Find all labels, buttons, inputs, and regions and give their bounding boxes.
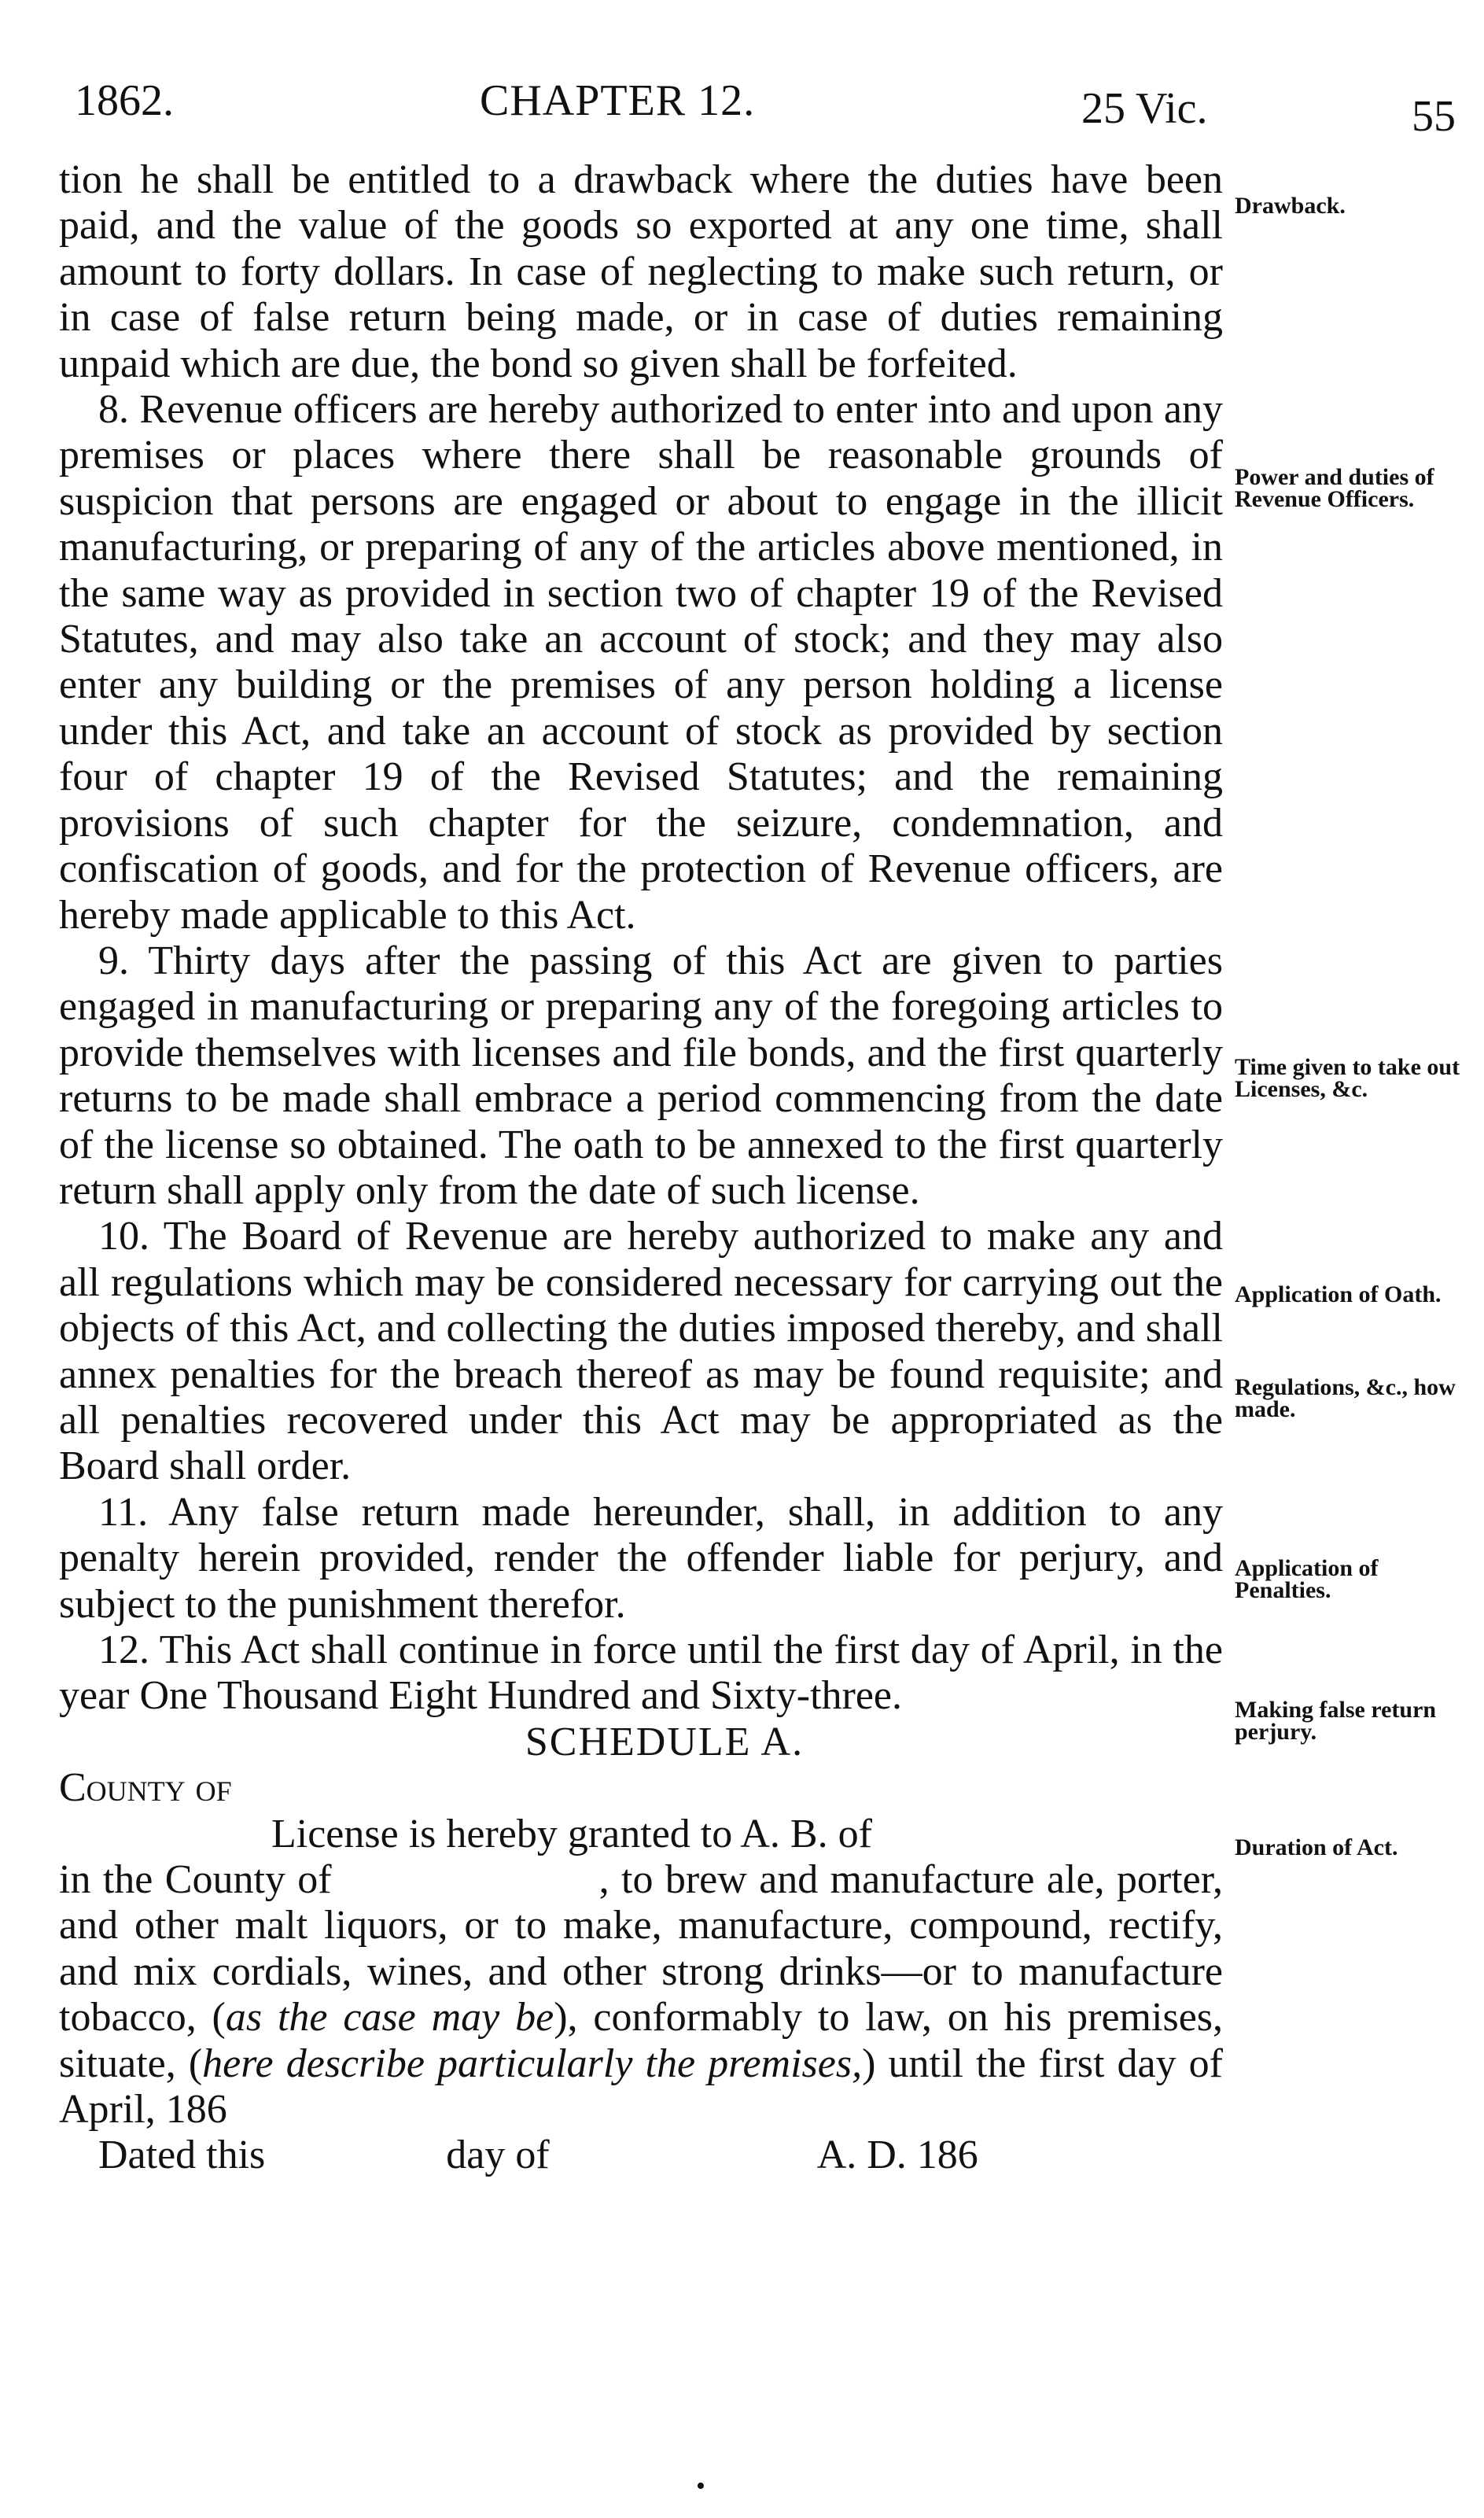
margin-note-drawback: Drawback. xyxy=(1235,193,1346,219)
header-chapter: CHAPTER 12. xyxy=(480,76,756,125)
schedule-dated-line xyxy=(59,2133,1223,2178)
margin-note-duration: Duration of Act. xyxy=(1235,1834,1398,1860)
schedule-body-mid1: , to brew and manufacture ale, porter, and other malt liquors, or to make, manufacture, compound, rectify, and mix cordials, wines, and other strong drinks—or to manufacture tobacco, ( xyxy=(59,1857,1223,2041)
schedule-dated-label: Dated this xyxy=(98,2133,266,2178)
schedule-heading: SCHEDULE A. xyxy=(525,1719,805,1764)
schedule-county-label: County of xyxy=(59,1765,232,1811)
schedule-body-end: ) until the first day of April, 186 xyxy=(59,2041,1224,2133)
margin-note-perjury: Making false return perjury. xyxy=(1235,1697,1437,1745)
section-9: 9. Thirty days after the passing of this Act are given to parties engaged in manufacturing or preparing any of the foregoing articles to provide themselves with licenses and file bonds, and the first quarterly returns to be made shall embrace a period commencing from the date of the license so obtained. The oath to be annexed to the first quarterly return shall apply only from the date of such license. xyxy=(59,938,1223,1213)
margin-note-revenue-officers: Power and duties of Revenue Officers. xyxy=(1235,464,1434,512)
margin-notes xyxy=(1235,0,1471,2518)
schedule-license-body xyxy=(59,1857,1223,2133)
section-10: 10. The Board of Revenue are hereby authorized to make any and all regulations which may be considered necessary for carrying out the objects of this Act, and collecting the duties imposed thereby, and shall annex penalties for the breach thereof as may be found requisite; and all penalties recovered under this Act may be appropriated as the Board shall order. xyxy=(59,1214,1223,1489)
schedule-italic-case: as the case may be xyxy=(225,1995,554,2041)
margin-note-licenses: Time given to take out Licenses, &c. xyxy=(1235,1054,1460,1102)
paragraph-continuation: tion he shall be entitled to a drawback where the duties have been paid, and the value of the goods so exported at any one time, shall amount to forty dollars. In case of neglecting to make such return, or in case of false return being made, or in case of duties remaining unpaid which are due, the bond so given shall be forfeited. xyxy=(59,157,1223,386)
margin-note-oath: Application of Oath. xyxy=(1235,1281,1442,1307)
schedule-body-start: in the County of xyxy=(59,1857,332,1903)
header-year: 1862. xyxy=(75,76,174,125)
schedule-grant-line: License is hereby granted to A. B. of xyxy=(271,1811,872,1856)
header-page-number: 55 xyxy=(1412,92,1456,141)
section-8: 8. Revenue officers are hereby authorized to enter into and upon any premises or places where there shall be reasonable grounds of suspicion that persons are engaged or about to engage in the illicit manufacturing, or preparing of any of the articles above mentioned, in the same way as provided in section two of chapter 19 of the Revised Statutes, and may also take an account of stock; and they may also enter any building or the premises of any person holding a license under this Act, and take an account of stock as provided by section four of chapter 19 of the Revised Statutes; and the remaining provisions of such chapter for the seizure, condemnation, and confiscation of goods, and for the protection of Revenue officers, are hereby made applicable to this Act. xyxy=(59,387,1223,938)
margin-note-regulations: Regulations, &c., how made. xyxy=(1235,1374,1456,1422)
schedule-day-of: day of xyxy=(446,2133,550,2178)
section-12: 12. This Act shall continue in force until the first day of April, in the year One Thousand Eight Hundred and Sixty-three. xyxy=(59,1628,1223,1719)
footer-mark: • xyxy=(696,2472,705,2501)
schedule-italic-premises: here describe particularly the premises, xyxy=(202,2041,863,2086)
body-text xyxy=(59,157,1223,2179)
header-reign: 25 Vic. xyxy=(1081,84,1208,133)
section-11: 11. Any false return made hereunder, shall, in addition to any penalty herein provided, render the offender liable for perjury, and subject to the punishment therefor. xyxy=(59,1489,1223,1627)
schedule-body-mid2: ), conformably to law, on his premises, situate, ( xyxy=(59,1995,1224,2086)
margin-note-penalties: Application of Penalties. xyxy=(1235,1555,1379,1603)
schedule-ad-year: A. D. 186 xyxy=(816,2133,978,2178)
